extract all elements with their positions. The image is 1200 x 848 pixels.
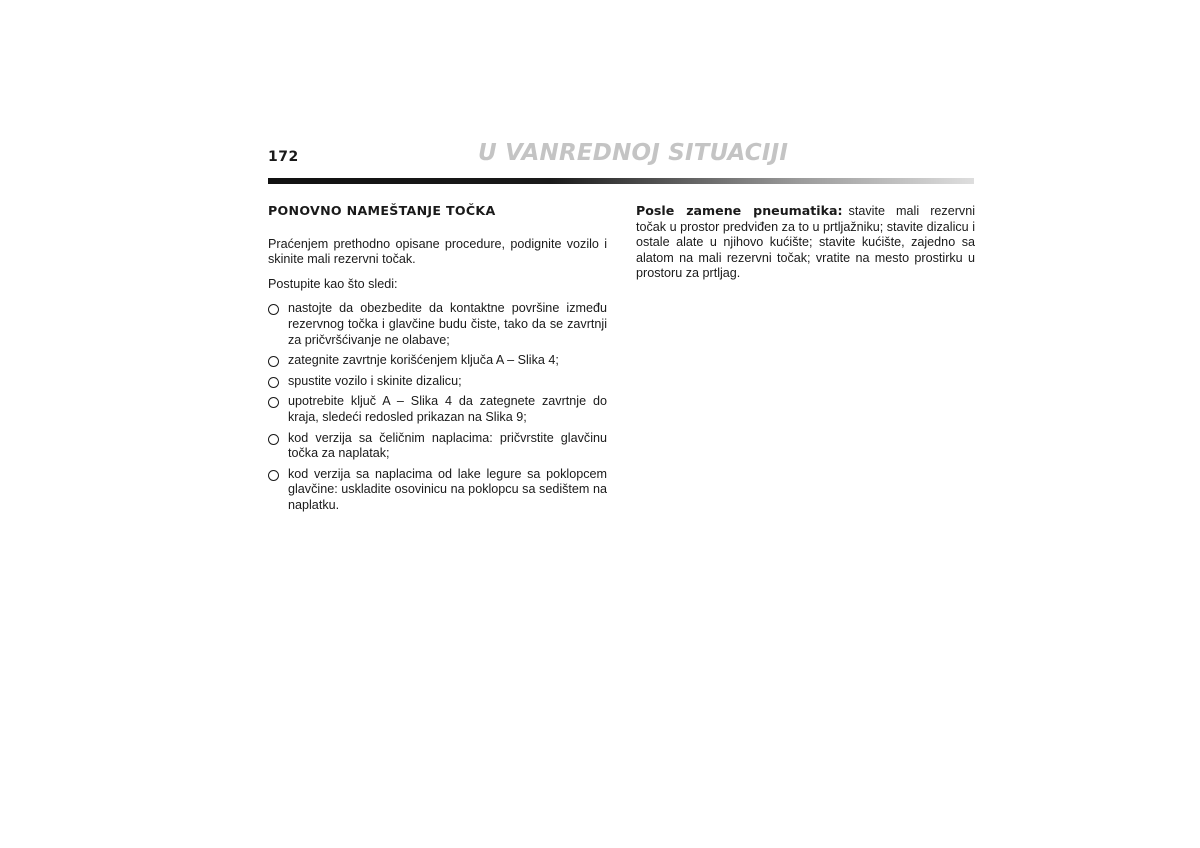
list-item-text: upotrebite ključ A – Slika 4 da zategnete zavrtnje do kraja, sledeći redosled prikazan na Slika 9;: [288, 394, 607, 424]
list-item: [268, 374, 607, 390]
list-item-text: kod verzija sa naplacima od lake legure sa poklopcem glavčine: uskladite osovinicu na poklopcu sa sedištem na naplatku.: [288, 466, 607, 512]
body-text: stavite mali rezervni točak u prostor predviđen za to u prtljažniku; stavite dizalicu i ostale alate u njihovo kućište; stavite kućište, zajedno sa alatom na mali rezervni točak; vratite na mesto prostirku u prostoru za prtljag.: [636, 204, 975, 281]
page-number: 172: [268, 149, 299, 165]
list-item-text: nastojte da obezbedite da kontaktne površine između rezervnog točka i glavčine budu čiste, tako da se zavrtnji za pričvršćivanje ne olabave;: [288, 301, 607, 347]
instruction-paragraph: Postupite kao što sledi:: [268, 276, 398, 291]
circle-bullet-icon: [268, 356, 279, 367]
list-item: [268, 353, 607, 369]
list-item-text: spustite vozilo i skinite dizalicu;: [288, 373, 462, 388]
section-title: U VANREDNOJ SITUACIJI: [478, 140, 789, 166]
list-item-text: kod verzija sa čeličnim naplacima: pričvrstite glavčinu točka za naplatak;: [288, 430, 607, 461]
intro-paragraph: Praćenjem prethodno opisane procedure, podignite vozilo i skinite mali rezervni točak.: [268, 236, 607, 267]
header-rule: [268, 178, 974, 184]
list-item: [268, 394, 607, 425]
right-column: [636, 203, 975, 282]
lead-text: Posle zamene pneumatika:: [636, 203, 843, 218]
circle-bullet-icon: [268, 434, 279, 445]
list-item-text: zategnite zavrtnje korišćenjem ključa A – Slika 4;: [288, 353, 559, 368]
list-item: [268, 431, 607, 462]
list-item: [268, 301, 607, 348]
list-item: [268, 467, 607, 514]
left-column: [268, 203, 607, 519]
circle-bullet-icon: [268, 470, 279, 481]
circle-bullet-icon: [268, 377, 279, 388]
steps-list: [268, 301, 607, 513]
circle-bullet-icon: [268, 397, 279, 408]
circle-bullet-icon: [268, 304, 279, 315]
section-heading: PONOVNO NAMEŠTANJE TOČKA: [268, 203, 496, 218]
after-replacement-paragraph: [636, 203, 975, 282]
